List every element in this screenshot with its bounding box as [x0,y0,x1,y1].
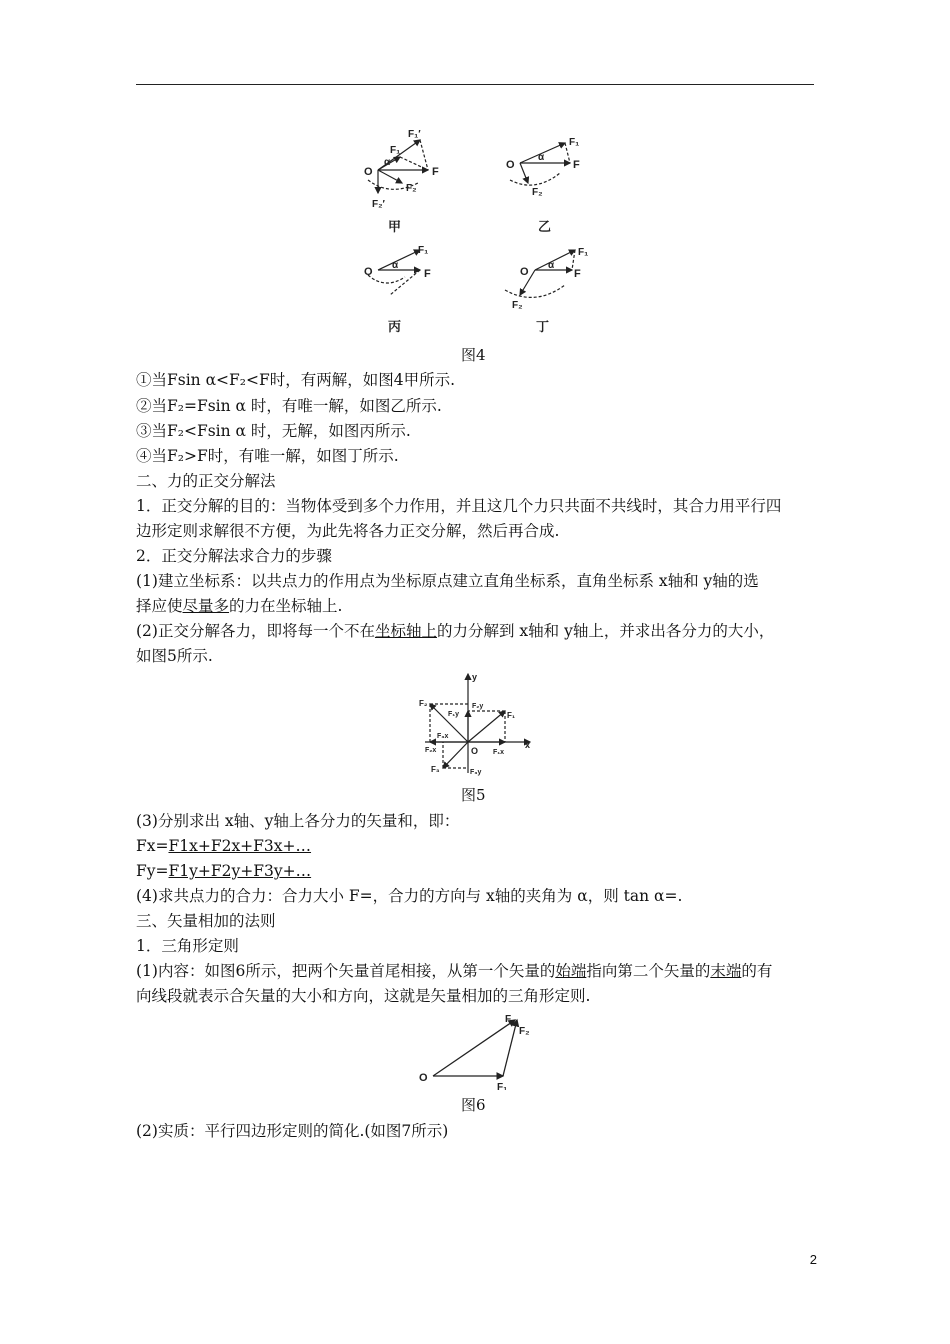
svg-text:F₁: F₁ [497,1082,508,1090]
paragraph-4b: 如图5所示. [136,647,213,665]
svg-text:F: F [432,166,439,178]
svg-text:F₂: F₂ [532,187,543,198]
svg-text:x: x [525,740,531,750]
formula-fx: Fx=F1x+F2x+F3x+… [136,837,312,855]
formula-fy: Fy=F1y+F2y+F3y+… [136,862,312,880]
svg-text:F: F [573,159,580,171]
svg-text:O: O [419,1072,428,1084]
svg-text:F: F [574,268,581,280]
svg-text:F₂: F₂ [419,699,428,708]
figure-4-caption: 图4 [461,346,486,364]
svg-text:α: α [392,260,399,271]
svg-text:O: O [520,266,529,278]
figure-6-caption: 图6 [461,1096,486,1114]
svg-text:F: F [505,1014,512,1025]
svg-text:F₂x: F₂x [425,747,437,754]
svg-text:F₁′: F₁′ [408,129,421,140]
paragraph-8b: 向线段就表示合矢量的大小和方向，这就是矢量相加的三角形定则. [136,987,591,1005]
svg-text:F₁: F₁ [507,711,516,720]
fig4-label-yi: 乙 [538,219,552,234]
svg-text:F₁: F₁ [390,145,401,156]
svg-text:F₂y: F₂y [472,703,484,710]
svg-text:F₂: F₂ [406,183,417,194]
figure-5-caption: 图5 [461,786,486,804]
paragraph-9: (2)实质：平行四边形定则的简化.(如图7所示) [136,1122,449,1140]
paragraph-1b: 边形定则求解很不方便，为此先将各力正交分解，然后再合成. [136,522,560,540]
header-rule [136,84,814,85]
fig4-label-ding: 丁 [536,319,550,334]
svg-text:F₁y: F₁y [448,711,460,718]
section-heading-2: 二、力的正交分解法 [136,472,276,490]
paragraph-2: 2．正交分解法求合力的步骤 [136,547,332,565]
svg-text:O: O [506,159,515,171]
paragraph-4a: (2)正交分解各力，即将每一个不在坐标轴上的力分解到 x轴和 y轴上，并求出各分力的大小， [136,622,775,640]
case-4: ④当F₂>F时，有唯一解，如图丁所示. [136,447,399,465]
fig4-label-bing: 丙 [388,319,402,334]
case-1: ①当Fsin α<F₂<F时，有两解，如图4甲所示. [136,371,456,389]
figure-4-diagrams [360,125,600,340]
case-3: ③当F₂<Fsin α 时，无解，如图丙所示. [136,422,411,440]
svg-text:F₂′: F₂′ [372,199,385,210]
svg-text:α: α [548,260,555,271]
svg-text:F₂: F₂ [512,300,523,311]
figure-5-diagram [415,668,540,780]
svg-text:F₃y: F₃y [470,769,482,776]
svg-text:O: O [364,266,373,278]
fig4-bing [368,250,420,295]
svg-text:O: O [364,166,373,178]
svg-text:F₁: F₁ [569,137,580,148]
paragraph-5: (3)分别求出 x轴、y轴上各分力的矢量和，即： [136,812,460,830]
paragraph-7: 1．三角形定则 [136,937,239,955]
svg-text:F: F [424,268,431,280]
svg-text:F₁: F₁ [578,247,589,258]
paragraph-3a: (1)建立坐标系：以共点力的作用点为坐标原点建立直角坐标系，直角坐标系 x轴和 y轴的选 [136,572,759,590]
svg-text:F₃: F₃ [431,765,440,774]
svg-text:F₁: F₁ [418,245,429,256]
svg-text:α: α [384,157,391,168]
fig4-yi [510,143,570,185]
svg-text:F₁x: F₁x [493,749,505,756]
svg-text:y: y [472,672,478,682]
figure-6-diagram [415,1010,540,1090]
paragraph-6: (4)求共点力的合力：合力大小 F=，合力的方向与 x轴的夹角为 α，则 tan α=. [136,887,683,905]
section-heading-3: 三、矢量相加的法则 [136,912,276,930]
case-2: ②当F₂=Fsin α 时，有唯一解，如图乙所示. [136,397,442,415]
paragraph-3b: 择应使尽量多的力在坐标轴上. [136,597,343,615]
svg-text:F₂: F₂ [519,1026,530,1037]
svg-text:O: O [471,746,479,756]
svg-text:α: α [538,152,545,163]
paragraph-1a: 1．正交分解的目的：当物体受到多个力作用，并且这几个力只共面不共线时，其合力用平行四 [136,497,782,515]
paragraph-8a: (1)内容：如图6所示，把两个矢量首尾相接，从第一个矢量的始端指向第二个矢量的末端的有 [136,962,773,980]
fig4-label-jia: 甲 [388,219,402,234]
page-number: 2 [809,1252,817,1267]
svg-text:F₃x: F₃x [437,733,449,740]
fig4-ding [505,250,575,297]
